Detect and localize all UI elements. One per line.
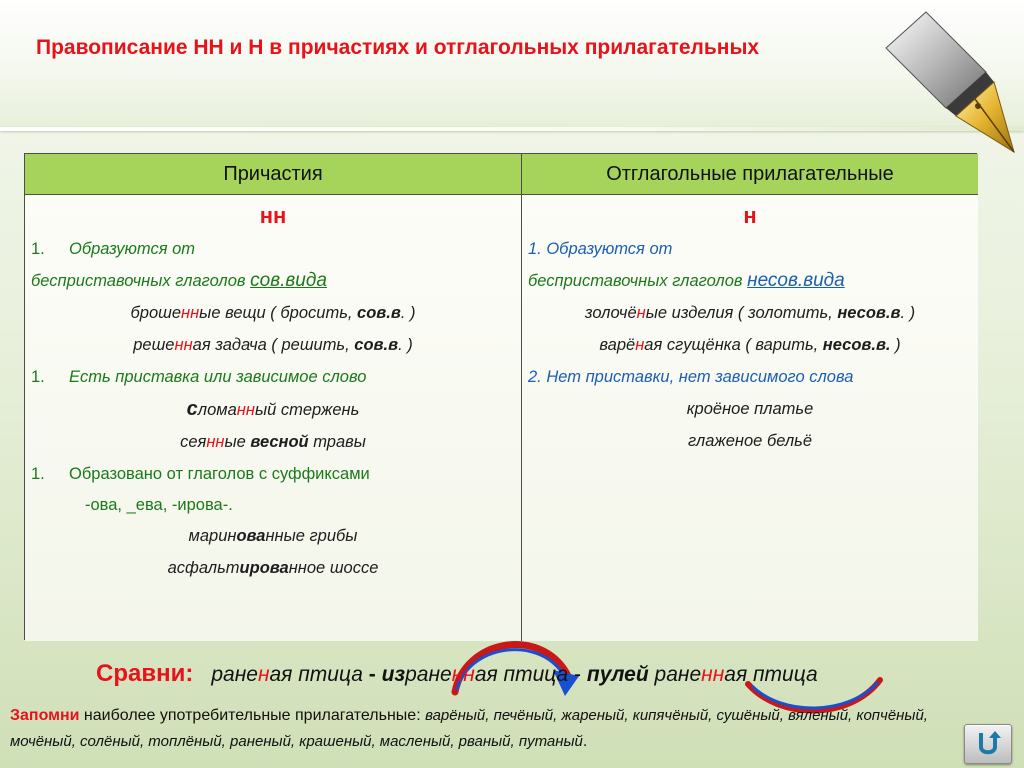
perfective-aspect: сов.вида	[250, 270, 327, 291]
rule-r1: 1. Образуются от	[528, 240, 673, 258]
single-n-heading: н	[743, 203, 757, 228]
rule-1-cont: бесприставочных глаголов сов.вида	[31, 270, 327, 291]
header-participles: Причастия	[25, 154, 522, 195]
header-adjectives: Отглагольные прилагательные	[522, 154, 978, 195]
page-title: Правописание НН и Н в причастиях и отглагольных прилагательных	[36, 36, 760, 59]
imperfective-aspect: несов.вида	[747, 270, 845, 291]
compare-line: Сравни: раненая птица - израненная птица - пулей раненная птица	[96, 660, 818, 687]
example-r2: варёная сгущёнка ( варить, несов.в. )	[599, 336, 901, 354]
rule-3: 1. Образовано от глаголов с суффиксами	[31, 465, 370, 483]
suffix-list: -ова, _ева, -ирова-.	[85, 496, 233, 514]
example-r1: золочёные изделия ( золотить, несов.в. )	[584, 304, 916, 322]
example-6: асфальтированное шоссе	[167, 559, 379, 577]
example-r3: кроёное платье	[686, 400, 814, 418]
adjectives-column	[522, 195, 978, 641]
fountain-pen-icon	[868, 6, 1018, 156]
example-5: маринованные грибы	[188, 527, 358, 545]
example-1: брошенные вещи ( бросить, сов.в. )	[130, 304, 416, 322]
adjective-list: варёный, печёный, жареный, кипячёный, сушёный, вяленый, копчёный, мочёный, солёный, топлёный, раненый, крашеный, масленый, рваный, путаный	[10, 707, 928, 750]
example-3: сломaнный стержень	[186, 398, 360, 420]
rule-r1-cont: бесприставочных глаголов несов.вида	[528, 270, 845, 291]
example-r4: глаженое бельё	[687, 432, 813, 450]
example-4: сеянные весной травы	[180, 433, 366, 451]
participles-column	[25, 195, 522, 641]
double-n-heading: нн	[259, 203, 287, 228]
example-2: решенная задача ( решить, сов.в. )	[133, 336, 413, 354]
compare-label: Сравни:	[96, 660, 194, 687]
return-button[interactable]	[964, 724, 1012, 764]
remember-label: Запомни	[10, 707, 80, 724]
rules-table	[24, 153, 977, 640]
rule-2: 1. Есть приставка или зависимое слово	[31, 368, 367, 386]
rule-r2: 2. Нет приставки, нет зависимого слова	[528, 368, 854, 386]
return-arrow-icon	[973, 729, 1003, 759]
rule-1: 1. Образуются от	[31, 240, 196, 258]
remember-note: Запомни наиболее употребительные прилагательные: варёный, печёный, жареный, кипячёный, сушёный, вяленый, копчёный, мочёный, солёный, топлёный, раненый, крашеный, масленый, рваный, путаный.	[10, 707, 928, 750]
